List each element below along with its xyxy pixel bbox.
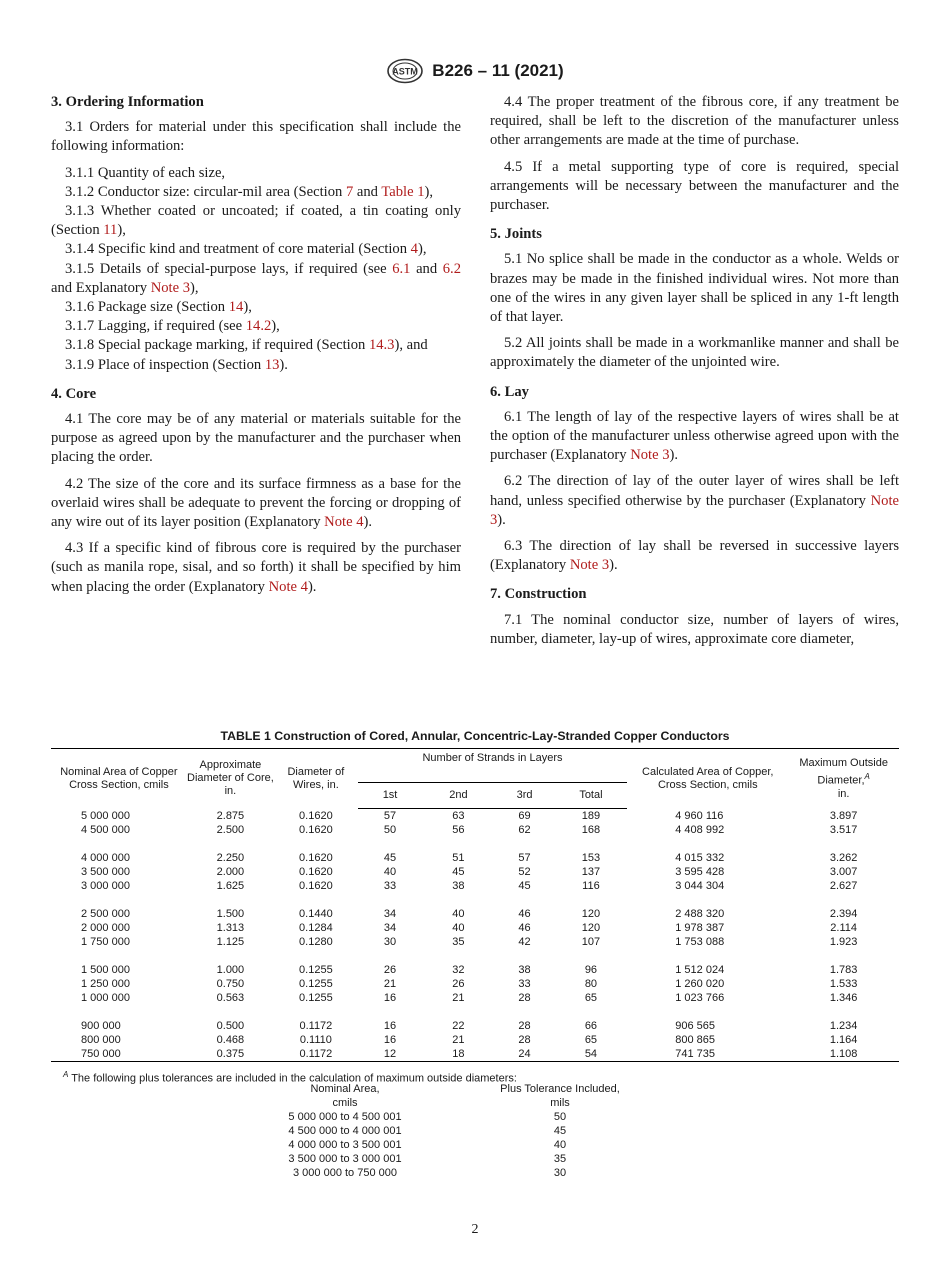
table-cell-wire: 0.1255 <box>299 964 333 976</box>
ref-section-7[interactable]: 7 <box>345 183 354 200</box>
table-1-body <box>51 809 899 1062</box>
tolerance-range: 3 000 000 to 750 000 <box>293 1167 397 1179</box>
table-cell-l2: 56 <box>452 824 465 836</box>
table-cell-core: 2.875 <box>216 809 245 822</box>
ref-14-3[interactable]: 14.3 <box>368 337 395 354</box>
table-cell-calc: 741 735 <box>627 1047 788 1062</box>
table-row <box>51 907 899 921</box>
table-cell-nominal: 900 000 <box>81 1020 121 1032</box>
table-cell-od: 2.627 <box>829 880 858 892</box>
table-cell-od: 3.007 <box>829 866 858 878</box>
ref-6-2[interactable]: 6.2 <box>442 260 461 277</box>
right-column <box>490 93 899 656</box>
table-cell-od: 1.108 <box>788 1047 899 1062</box>
table-row <box>51 851 899 865</box>
table-row <box>51 879 899 893</box>
astm-logo-icon <box>386 58 424 84</box>
table-cell-total: 116 <box>582 880 600 892</box>
table-cell-total: 96 <box>584 964 598 976</box>
table-cell-wire: 0.1620 <box>299 809 333 822</box>
table-cell-wire: 0.1620 <box>299 866 333 878</box>
table-cell-calc: 1 978 387 <box>675 922 725 934</box>
col-header-core-diameter: Approximate Diameter of Core, in. <box>187 749 274 809</box>
table-row <box>51 1019 899 1033</box>
ref-section-11[interactable]: 11 <box>103 222 118 239</box>
table-cell-core: 1.125 <box>216 936 245 948</box>
table-cell-l3: 46 <box>518 922 531 934</box>
table-cell-l1: 34 <box>383 908 397 920</box>
table-cell-nominal: 2 000 000 <box>81 922 130 934</box>
table-cell-l3: 45 <box>518 880 531 892</box>
table-cell-l1: 16 <box>383 1034 397 1046</box>
para-4-4: 4.4 The proper treatment of the fibrous core, if any treatment be required, shall be left to the discretion of the manufacturer unless other arrangements are made at the time of purchase. <box>490 94 899 149</box>
table-cell-core: 0.375 <box>187 1047 274 1062</box>
table-cell-od: 1.533 <box>829 978 858 990</box>
table-cell-l3: 28 <box>518 1034 531 1046</box>
table-cell-l1: 50 <box>383 824 397 836</box>
table-cell-calc: 1 753 088 <box>675 936 725 948</box>
table-cell-l2: 22 <box>452 1020 465 1032</box>
table-cell-calc: 1 260 020 <box>675 978 725 990</box>
tolerance-row <box>250 1124 680 1138</box>
col-header-2nd: 2nd <box>422 783 494 809</box>
table-cell-wire: 0.1110 <box>299 1034 332 1046</box>
para-3-1-4: 3.1.4 Specific kind and treatment of core material (Section 4), <box>65 241 427 258</box>
table-cell-l3: 33 <box>518 978 531 990</box>
para-3-1-3: 3.1.3 Whether coated or uncoated; if coated, a tin coating only (Section 11), <box>51 203 461 239</box>
table-cell-core: 0.500 <box>216 1020 245 1032</box>
table-cell-l3: 46 <box>518 908 531 920</box>
table-row <box>51 865 899 879</box>
para-6-2: 6.2 The direction of lay of the outer layer of wires shall be left hand, unless specified otherwise by the purchaser (Explanatory Note 3). <box>490 473 899 528</box>
table-cell-nominal: 3 500 000 <box>81 866 130 878</box>
col-header-3rd: 3rd <box>494 783 554 809</box>
table-cell-total: 65 <box>584 992 598 1004</box>
ref-section-13[interactable]: 13 <box>264 356 280 373</box>
para-7-1: 7.1 The nominal conductor size, number of layers of wires, number, diameter, lay-up of wires, approximate core diameter, <box>490 611 899 647</box>
table-cell-core: 2.250 <box>216 852 245 864</box>
para-3-1-5: 3.1.5 Details of special-purpose lays, if required (see 6.1 and 6.2 and Explanatory Note 3), <box>51 260 461 296</box>
table-cell-core: 1.000 <box>216 964 245 976</box>
table-cell-l3: 24 <box>494 1047 554 1062</box>
table-cell-nominal: 4 500 000 <box>81 824 130 836</box>
tol-header-area: Nominal Area, <box>310 1083 380 1095</box>
table-cell-total: 66 <box>584 1020 598 1032</box>
para-3-1-9: 3.1.9 Place of inspection (Section 13). <box>65 356 288 373</box>
table-cell-od: 1.783 <box>829 964 858 976</box>
table-cell-od: 1.234 <box>829 1020 858 1032</box>
table-cell-core: 0.750 <box>216 978 245 990</box>
para-3-1-1: 3.1.1 Quantity of each size, <box>65 164 226 181</box>
table-cell-l2: 21 <box>452 992 465 1004</box>
table-1-title: TABLE 1 Construction of Cored, Annular, Concentric-Lay-Stranded Copper Conductors <box>220 729 730 743</box>
para-3-1-7: 3.1.7 Lagging, if required (see 14.2), <box>65 318 280 335</box>
table-cell-od: 2.114 <box>830 922 857 934</box>
table-cell-od: 1.164 <box>829 1034 858 1046</box>
table-cell-core: 1.625 <box>216 880 245 892</box>
para-3-1: 3.1 Orders for material under this specification shall include the following information: <box>51 119 461 155</box>
ref-6-1[interactable]: 6.1 <box>392 260 411 277</box>
table-cell-l2: 63 <box>452 810 465 822</box>
ref-section-14[interactable]: 14 <box>228 299 244 316</box>
table-cell-l1: 16 <box>383 1020 397 1032</box>
ref-note-3[interactable]: Note 3 <box>490 492 899 528</box>
table-cell-total: 120 <box>581 922 601 934</box>
tolerance-value: 50 <box>553 1111 567 1123</box>
table-cell-total: 65 <box>584 1034 598 1046</box>
table-row <box>51 991 899 1005</box>
table-cell-l1: 57 <box>383 810 397 822</box>
table-cell-l2: 40 <box>452 908 465 920</box>
table-cell-l3: 62 <box>518 824 531 836</box>
table-cell-total: 80 <box>584 978 598 990</box>
table-cell-nominal: 1 250 000 <box>81 978 130 990</box>
para-6-3: 6.3 The direction of lay shall be reversed in successive layers (Explanatory Note 3). <box>490 538 899 574</box>
table-cell-l2: 35 <box>452 936 465 948</box>
tolerance-table-body <box>250 1110 680 1180</box>
tolerance-value: 35 <box>553 1153 567 1165</box>
table-cell-l3: 28 <box>518 992 531 1004</box>
section-5-heading: 5. Joints <box>490 226 542 243</box>
col-header-max-outside-diameter: Maximum Outside Diameter,$^A$ in. <box>788 749 899 809</box>
table-cell-nominal: 5 000 000 <box>81 809 130 822</box>
table-cell-total: 54 <box>555 1047 628 1062</box>
table-cell-l1: 30 <box>383 936 397 948</box>
table-cell-calc: 2 488 320 <box>675 908 725 920</box>
table-cell-core: 1.313 <box>216 922 245 934</box>
table-cell-od: 1.923 <box>829 936 858 948</box>
table-row-spacer <box>51 1005 899 1019</box>
tol-header-tolerance-unit: mils <box>550 1097 570 1109</box>
table-cell-core: 2.500 <box>216 824 245 836</box>
table-cell-wire: 0.1620 <box>299 852 333 864</box>
ref-note-3[interactable]: Note 3 <box>150 279 191 296</box>
table-cell-calc: 906 565 <box>675 1020 716 1032</box>
table-cell-nominal: 1 750 000 <box>81 936 130 948</box>
table-cell-total: 120 <box>581 908 601 920</box>
table-cell-core: 1.500 <box>216 908 245 920</box>
table-cell-l1: 34 <box>383 922 397 934</box>
table-row <box>51 809 899 824</box>
section-4-heading: 4. Core <box>51 385 97 402</box>
tolerance-range: 4 500 000 to 4 000 001 <box>288 1125 402 1137</box>
table-cell-calc: 3 044 304 <box>675 880 725 892</box>
table-row-spacer <box>51 949 899 963</box>
table-cell-od: 3.517 <box>829 824 858 836</box>
table-cell-wire: 0.1172 <box>274 1047 358 1062</box>
table-cell-l1: 12 <box>358 1047 423 1062</box>
table-cell-wire: 0.1255 <box>299 978 333 990</box>
table-1 <box>51 748 899 1062</box>
page-number: 2 <box>471 1222 479 1237</box>
ref-note-4[interactable]: Note 4 <box>324 514 364 531</box>
tolerance-row <box>250 1152 680 1166</box>
table-cell-l1: 45 <box>383 852 397 864</box>
table-cell-l3: 52 <box>518 866 531 878</box>
table-row-spacer <box>51 837 899 851</box>
table-cell-wire: 0.1280 <box>299 936 333 948</box>
table-cell-l3: 69 <box>518 810 531 822</box>
table-cell-total: 137 <box>581 866 601 878</box>
table-cell-l1: 33 <box>383 880 397 892</box>
table-cell-wire: 0.1440 <box>299 908 333 920</box>
document-designation: B226 – 11 (2021) <box>432 61 564 80</box>
section-7-heading: 7. Construction <box>490 586 587 603</box>
col-header-nominal-area: Nominal Area of Copper Cross Section, cmils <box>51 749 187 809</box>
para-4-1: 4.1 The core may be of any material or materials suitable for the purpose as agreed upon by the manufacturer and the purchaser when placing the order. <box>51 411 461 466</box>
table-cell-nominal: 3 000 000 <box>81 880 130 892</box>
table-cell-core: 2.000 <box>216 866 245 878</box>
ref-section-4[interactable]: 4 <box>410 241 418 258</box>
para-4-2: 4.2 The size of the core and its surface firmness as a base for the overlaid wires shall be adequate to prevent the forcing or dropping of any wire out of its layer position (Explanatory Note 4). <box>51 475 461 531</box>
page-header <box>0 58 950 84</box>
table-cell-l2: 21 <box>452 1034 465 1046</box>
table-1-footnote: $^A$ The following plus tolerances are included in the calculation of maximum outside diameters: <box>63 1070 517 1085</box>
tolerance-range: 5 000 000 to 4 500 001 <box>288 1111 402 1123</box>
table-cell-nominal: 750 000 <box>51 1047 187 1062</box>
table-cell-l3: 28 <box>518 1020 531 1032</box>
table-cell-nominal: 2 500 000 <box>81 908 130 920</box>
table-row <box>51 963 899 977</box>
table-cell-l1: 21 <box>383 978 397 990</box>
table-cell-wire: 0.1620 <box>299 880 333 892</box>
table-cell-l2: 38 <box>452 880 465 892</box>
table-cell-l3: 42 <box>518 936 531 948</box>
tolerance-row <box>250 1166 680 1180</box>
table-cell-nominal: 1 500 000 <box>81 964 130 976</box>
ref-note-3[interactable]: Note 3 <box>630 447 670 464</box>
table-cell-nominal: 4 000 000 <box>81 852 130 864</box>
tolerance-value: 45 <box>553 1125 567 1137</box>
table-cell-l2: 32 <box>452 964 465 976</box>
table-row <box>51 935 899 949</box>
table-cell-l2: 40 <box>452 922 465 934</box>
col-header-wire-diameter: Diameter of Wires, in. <box>274 749 358 809</box>
table-cell-od: 3.262 <box>829 852 858 864</box>
table-cell-l2: 45 <box>452 866 465 878</box>
para-3-1-6: 3.1.6 Package size (Section 14), <box>65 299 252 316</box>
table-cell-core: 0.563 <box>216 992 245 1004</box>
table-cell-nominal: 1 000 000 <box>81 992 130 1004</box>
table-cell-od: 3.897 <box>829 809 858 822</box>
table-cell-calc: 800 865 <box>675 1034 716 1046</box>
table-cell-total: 168 <box>581 824 601 836</box>
tolerance-row <box>250 1110 680 1124</box>
section-3-heading: 3. Ordering Information <box>51 94 204 110</box>
para-5-2: 5.2 All joints shall be made in a workmanlike manner and shall be approximately the diameter of the unjointed wire. <box>490 335 899 371</box>
tolerance-value: 40 <box>553 1139 567 1151</box>
tolerance-value: 30 <box>553 1167 567 1179</box>
table-cell-l1: 16 <box>383 992 397 1004</box>
table-row <box>51 823 899 837</box>
col-header-strands-group: Number of Strands in Layers <box>358 749 628 783</box>
table-row <box>51 1047 899 1062</box>
table-cell-calc: 4 408 992 <box>675 824 725 836</box>
table-cell-l1: 26 <box>383 964 397 976</box>
table-cell-od: 1.346 <box>829 992 858 1004</box>
table-cell-wire: 0.1284 <box>299 922 333 934</box>
table-row-spacer <box>51 893 899 907</box>
para-5-1: 5.1 No splice shall be made in the conductor as a whole. Welds or brazes may be made in the finished individual wires. Not more than one of the wires in any given layer shall be spliced in any 1-ft length of that layer. <box>490 251 899 326</box>
ref-note-3[interactable]: Note 3 <box>569 557 610 574</box>
para-4-3: 4.3 If a specific kind of fibrous core is required by the purchaser (such as manila rope, sisal, and so forth) it shall be specified by him when placing the order (Explanatory Note 4). <box>51 540 461 595</box>
table-row <box>51 1033 899 1047</box>
table-cell-wire: 0.1172 <box>299 1020 333 1032</box>
table-cell-l1: 40 <box>383 866 397 878</box>
table-cell-wire: 0.1255 <box>299 992 333 1004</box>
para-4-5: 4.5 If a metal supporting type of core is required, special arrangements will be necessary between the manufacturer and the purchaser. <box>490 158 899 214</box>
col-header-total: Total <box>555 783 628 809</box>
table-cell-calc: 4 015 332 <box>675 852 725 864</box>
table-cell-od: 2.394 <box>829 908 858 920</box>
table-cell-l2: 51 <box>452 852 465 864</box>
table-cell-wire: 0.1620 <box>299 824 333 836</box>
table-cell-calc: 3 595 428 <box>675 866 725 878</box>
table-cell-l2: 18 <box>422 1047 494 1062</box>
table-cell-l2: 26 <box>452 978 465 990</box>
ref-note-4[interactable]: Note 4 <box>268 578 308 595</box>
col-header-calculated-area: Calculated Area of Copper, Cross Section, cmils <box>627 749 788 809</box>
section-6-heading: 6. Lay <box>490 383 529 400</box>
table-cell-total: 153 <box>581 852 601 864</box>
table-cell-calc: 1 023 766 <box>675 992 725 1004</box>
table-cell-calc: 4 960 116 <box>675 809 724 822</box>
tol-header-area-unit: cmils <box>332 1097 358 1109</box>
table-row <box>51 977 899 991</box>
tolerance-row <box>250 1138 680 1152</box>
table-cell-total: 189 <box>581 810 601 822</box>
table-cell-calc: 1 512 024 <box>675 964 725 976</box>
para-3-1-2: 3.1.2 Conductor size: circular-mil area (Section 7 and Table 1), <box>65 183 434 200</box>
svg-text:ASTM: ASTM <box>392 66 419 77</box>
tolerance-table <box>250 1082 680 1180</box>
table-cell-core: 0.468 <box>216 1034 245 1046</box>
table-cell-l3: 57 <box>518 852 531 864</box>
table-row <box>51 921 899 935</box>
left-column <box>51 93 461 604</box>
para-6-1: 6.1 The length of lay of the respective layers of wires shall be at the option of the manufacturer unless otherwise agreed upon with the purchaser (Explanatory Note 3). <box>490 408 899 464</box>
col-header-1st: 1st <box>358 783 423 809</box>
table-cell-nominal: 800 000 <box>81 1034 121 1046</box>
ref-14-2[interactable]: 14.2 <box>245 318 272 335</box>
tolerance-range: 3 500 000 to 3 000 001 <box>288 1153 402 1165</box>
tolerance-range: 4 000 000 to 3 500 001 <box>288 1139 402 1151</box>
ref-table-1[interactable]: Table 1 <box>381 183 425 200</box>
table-cell-l3: 38 <box>518 964 531 976</box>
tol-header-tolerance: Plus Tolerance Included, <box>500 1083 620 1095</box>
para-3-1-8: 3.1.8 Special package marking, if required (Section 14.3), and <box>65 337 428 354</box>
table-cell-total: 107 <box>581 936 601 948</box>
